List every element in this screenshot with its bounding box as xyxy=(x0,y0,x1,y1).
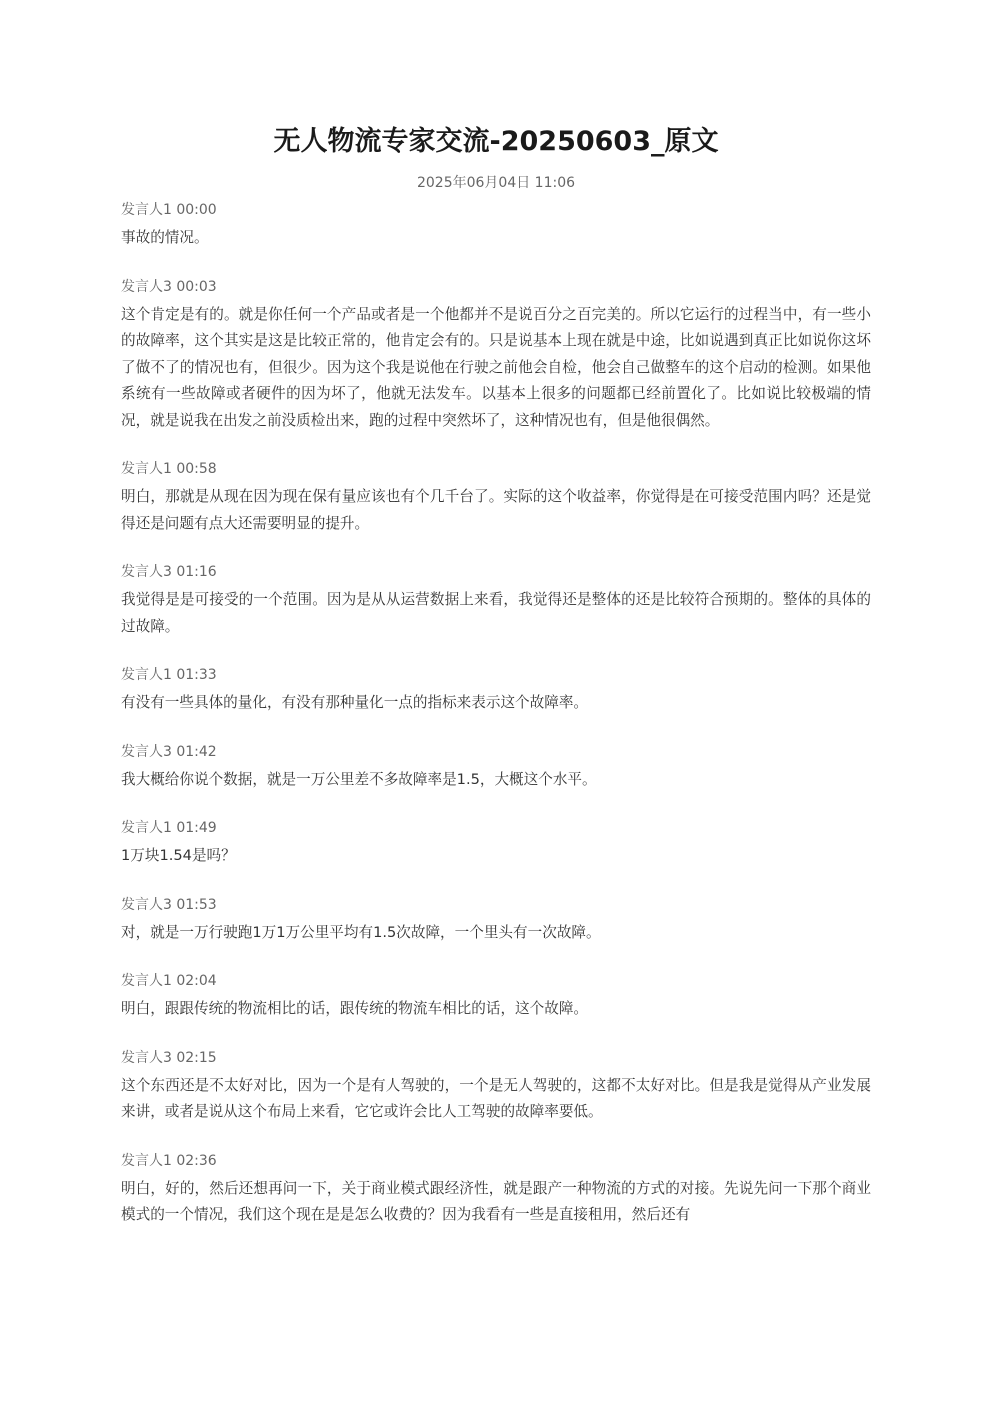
transcript-entry xyxy=(121,1047,871,1126)
speaker-timestamp: 发言人3 02:15 xyxy=(121,1049,217,1066)
speech-text: 明白，跟跟传统的物流相比的话，跟传统的物流车相比的话，这个故障。 xyxy=(121,1000,589,1017)
speaker-timestamp: 发言人1 02:04 xyxy=(121,973,217,989)
transcript-entry xyxy=(121,561,871,640)
transcript-entry xyxy=(121,199,871,252)
speech-text: 我觉得是是可接受的一个范围。因为是从从运营数据上来看，我觉得还是整体的还是比较符合预期的。整体的具体的过故障。 xyxy=(121,591,871,635)
speech-text: 1万块1.54是吗？ xyxy=(121,847,236,864)
speech-text: 这个肯定是有的。就是你任何一个产品或者是一个他都并不是说百分之百完美的。所以它运行的过程当中，有一些小的故障率，这个其实是这是比较正常的，他肯定会有的。只是说基本上现在就是中途，比如说遇到真正比如说你这坏了做不了的情况也有，但很少。因为这个我是说他在行驶之前他会自检，他会自己做整车的这个启动的检测。如果他系统有一些故障或者硬件的因为坏了，他就无法发车。以基本上很多的问题都已经前置化了。比如说比较极端的情况，就是说我在出发之前没质检出来，跑的过程中突然坏了，这种情况也有，但是他很偶然。 xyxy=(121,305,871,429)
transcript-entry xyxy=(121,970,871,1023)
speech-text: 明白，好的，然后还想再问一下，关于商业模式跟经济性，就是跟产一种物流的方式的对接。先说先问一下那个商业模式的一个情况，我们这个现在是是怎么收费的？因为我看有一些是直接租用，然后还有 xyxy=(121,1179,871,1223)
speaker-timestamp: 发言人1 00:00 xyxy=(121,202,217,218)
speech-text: 事故的情况。 xyxy=(121,229,209,246)
speech-text: 对，就是一万行驶跑1万1万公里平均有1.5次故障，一个里头有一次故障。 xyxy=(121,923,601,941)
speaker-timestamp: 发言人1 01:49 xyxy=(121,820,217,836)
speaker-timestamp: 发言人1 00:58 xyxy=(121,461,217,477)
transcript-entry xyxy=(121,817,871,870)
transcript-entry xyxy=(121,741,871,794)
transcript-entry xyxy=(121,458,871,537)
speaker-timestamp: 发言人3 00:03 xyxy=(121,278,217,295)
transcript-entry xyxy=(121,276,871,435)
document-date: 2025年06月04日 11:06 xyxy=(416,175,576,191)
speaker-timestamp: 发言人3 01:16 xyxy=(121,564,217,580)
speaker-timestamp: 发言人1 01:33 xyxy=(121,667,217,683)
transcript-entry xyxy=(121,664,871,717)
speaker-timestamp: 发言人3 01:42 xyxy=(121,743,217,760)
speech-text: 有没有一些具体的量化，有没有那种量化一点的指标来表示这个故障率。 xyxy=(121,694,589,711)
transcript xyxy=(121,199,871,1253)
speech-text: 明白，那就是从现在因为现在保有量应该也有个几千台了。实际的这个收益率，你觉得是在可接受范围内吗？还是觉得还是问题有点大还需要明显的提升。 xyxy=(121,488,871,532)
speech-text: 我大概给你说个数据，就是一万公里差不多故障率是1.5，大概这个水平。 xyxy=(121,770,597,788)
transcript-entry xyxy=(121,894,871,947)
transcript-entry xyxy=(121,1150,871,1229)
speaker-timestamp: 发言人1 02:36 xyxy=(121,1152,217,1169)
speech-text: 这个东西还是不太好对比，因为一个是有人驾驶的，一个是无人驾驶的，这都不太好对比。但是我是觉得从产业发展来讲，或者是说从这个布局上来看，它它或许会比人工驾驶的故障率要低。 xyxy=(121,1076,871,1120)
document-title: 无人物流专家交流-20250603_原文 xyxy=(273,126,719,157)
speaker-timestamp: 发言人3 01:53 xyxy=(121,896,217,913)
